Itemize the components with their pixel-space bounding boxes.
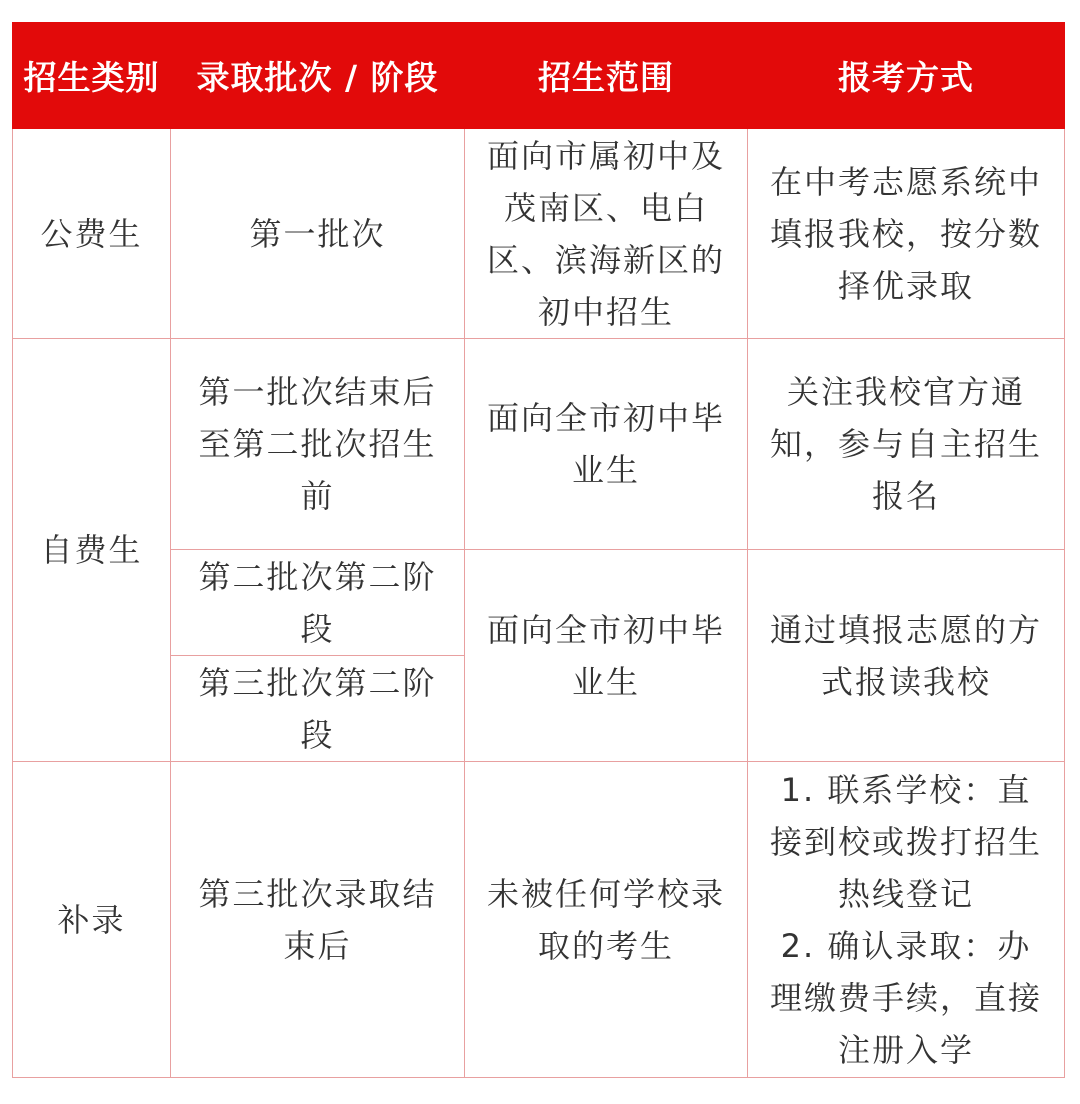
cell-method-self-funded-2: 通过填报志愿的方式报读我校 bbox=[748, 550, 1065, 762]
cell-scope-supplementary: 未被任何学校录取的考生 bbox=[465, 762, 748, 1078]
cell-scope-public: 面向市属初中及茂南区、电白区、滨海新区的初中招生 bbox=[465, 129, 748, 339]
cell-scope-self-funded-1: 面向全市初中毕业生 bbox=[465, 339, 748, 550]
cell-category-self-funded: 自费生 bbox=[13, 339, 171, 762]
admission-table-container bbox=[12, 22, 1064, 1078]
table-header-row bbox=[13, 23, 1065, 129]
header-scope: 招生范围 bbox=[465, 23, 748, 129]
cell-category-supplementary: 补录 bbox=[13, 762, 171, 1078]
cell-method-supplementary bbox=[748, 762, 1065, 1078]
cell-batch-public: 第一批次 bbox=[171, 129, 465, 339]
table-row-supplementary bbox=[13, 762, 1065, 1078]
method-step-1: 1. 联系学校：直接到校或拨打招生热线登记 bbox=[769, 770, 1042, 913]
cell-batch-self-funded-2: 第二批次第二阶段 bbox=[171, 550, 465, 656]
cell-batch-self-funded-1: 第一批次结束后至第二批次招生前 bbox=[171, 339, 465, 550]
header-category: 招生类别 bbox=[13, 23, 171, 129]
header-method: 报考方式 bbox=[748, 23, 1065, 129]
cell-batch-supplementary: 第三批次录取结束后 bbox=[171, 762, 465, 1078]
admission-table bbox=[12, 22, 1065, 1078]
cell-scope-self-funded-2: 面向全市初中毕业生 bbox=[465, 550, 748, 762]
method-step-2: 2. 确认录取：办理缴费手续，直接注册入学 bbox=[769, 926, 1042, 1069]
header-batch: 录取批次 / 阶段 bbox=[171, 23, 465, 129]
table-row-public bbox=[13, 129, 1065, 339]
cell-method-self-funded-1: 关注我校官方通知，参与自主招生报名 bbox=[748, 339, 1065, 550]
cell-category-public: 公费生 bbox=[13, 129, 171, 339]
table-row-self-funded-2 bbox=[13, 550, 1065, 656]
table-row-self-funded-1 bbox=[13, 339, 1065, 550]
cell-batch-self-funded-3: 第三批次第二阶段 bbox=[171, 656, 465, 762]
cell-method-public: 在中考志愿系统中填报我校，按分数择优录取 bbox=[748, 129, 1065, 339]
